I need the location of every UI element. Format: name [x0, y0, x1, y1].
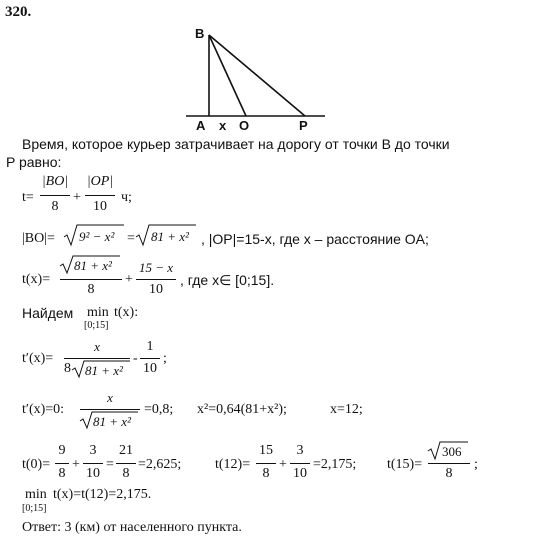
intro-line-1: Время, которое курьер затрачивает на дорогу от точки B до точки [22, 136, 450, 152]
deriv-den2: 10 [143, 361, 157, 376]
eq-tx-num1: 81 + x² [74, 258, 112, 273]
eq-bo-lhs: |BO|= [22, 231, 55, 246]
t0-n1: 9 [58, 443, 66, 458]
segment-x-label: x [219, 118, 227, 133]
eq-bo-rad1: 9² − x² [79, 229, 115, 244]
min-result-min: min [25, 487, 47, 502]
point-b-label: B [195, 26, 205, 41]
t0-n2: 3 [89, 443, 97, 458]
eq-t-unit: ч; [121, 190, 132, 205]
deriv-num2: 1 [146, 339, 154, 354]
eq-t-bar2 [85, 195, 115, 196]
t12-n1: 15 [259, 443, 273, 458]
t0-d1: 8 [58, 466, 66, 481]
t0-d2: 10 [86, 466, 100, 481]
t12-d1: 8 [262, 466, 270, 481]
t12-bar2 [290, 463, 310, 464]
t12-plus: + [279, 457, 287, 472]
t0-d3: 8 [122, 466, 130, 481]
find-min-sub: [0;15] [84, 320, 109, 331]
deriv-end: ; [163, 351, 167, 366]
eq-tx-num2: 15 − x [138, 260, 174, 275]
deriv-zero-num: x [107, 390, 113, 405]
t0-bar1 [55, 463, 69, 464]
t15-lhs: t(15)= [387, 457, 423, 472]
eq-t-plus: + [73, 190, 81, 205]
t15-rad: 306 [442, 444, 462, 459]
deriv-zero-eq2: x²=0,64(81+x²); [197, 402, 287, 417]
t0-bar2 [83, 463, 103, 464]
eq-tx-den2: 10 [149, 282, 163, 297]
t15-den: 8 [445, 466, 453, 481]
t0-bar3 [116, 463, 136, 464]
eq-bo-eq: = [127, 231, 135, 246]
eq-tx-rest: , где x∈ [0;15]. [180, 272, 275, 288]
find-min-min: min [87, 305, 109, 320]
eq-t-bar1 [40, 195, 70, 196]
deriv-zero-den-rad: 81 + x² [93, 414, 131, 429]
deriv-lhs: t′(x)= [22, 351, 54, 366]
eq-tx-lhs: t(x)= [22, 272, 51, 287]
eq-tx-plus: + [125, 272, 133, 287]
problem-number: 320. [5, 4, 32, 20]
t0-res: =2,625; [138, 457, 182, 472]
eq-t-num1: |BO| [41, 174, 69, 189]
deriv-den-coef: 8 [64, 361, 71, 376]
eq-t-den2: 10 [93, 199, 107, 214]
eq-t-num2: |OP| [86, 174, 114, 189]
point-p-label: P [299, 118, 308, 133]
eq-tx-bar2 [136, 279, 176, 280]
min-result-rest: t(x)=t(12)=2,175. [53, 487, 152, 502]
deriv-bar2 [140, 358, 160, 359]
find-min-func: t(x): [114, 305, 139, 320]
eq-bo-rest: , |OP|=15-x, где x – расстояние OA; [201, 231, 429, 247]
deriv-zero-lhs: t′(x)=0: [22, 402, 65, 417]
t15-bar [428, 463, 470, 464]
segment-bp [209, 35, 305, 116]
t15-end: ; [474, 457, 478, 472]
deriv-minus: - [133, 351, 138, 366]
find-min-prefix: Найдем [22, 305, 74, 321]
deriv-num: x [94, 339, 100, 354]
t12-n2: 3 [296, 443, 304, 458]
point-a-label: A [196, 118, 206, 133]
eq-t-lhs: t= [22, 190, 34, 205]
deriv-zero-eq3: x=12; [330, 402, 363, 417]
answer-line: Ответ: 3 (км) от населенного пункта. [22, 520, 242, 535]
t0-lhs: t(0)= [22, 457, 51, 472]
eq-tx-den1: 8 [87, 282, 95, 297]
t0-eq: = [106, 457, 114, 472]
eq-t-den1: 8 [51, 199, 59, 214]
triangle-diagram [0, 0, 550, 140]
intro-line-2: P равно: [6, 154, 62, 170]
segment-bo [209, 35, 246, 116]
t0-n3: 21 [119, 443, 133, 458]
t0-plus: + [72, 457, 80, 472]
deriv-den-rad: 81 + x² [85, 363, 123, 378]
t12-lhs: t(12)= [215, 457, 251, 472]
min-result-sub: [0;15] [22, 503, 47, 514]
eq-tx-bar1 [60, 279, 122, 280]
eq-bo-rad2: 81 + x² [151, 229, 189, 244]
t12-d2: 10 [293, 466, 307, 481]
t12-bar1 [256, 463, 276, 464]
point-o-label: O [239, 118, 250, 133]
deriv-zero-eq08: =0,8; [144, 402, 174, 417]
t12-res: =2,175; [313, 457, 357, 472]
